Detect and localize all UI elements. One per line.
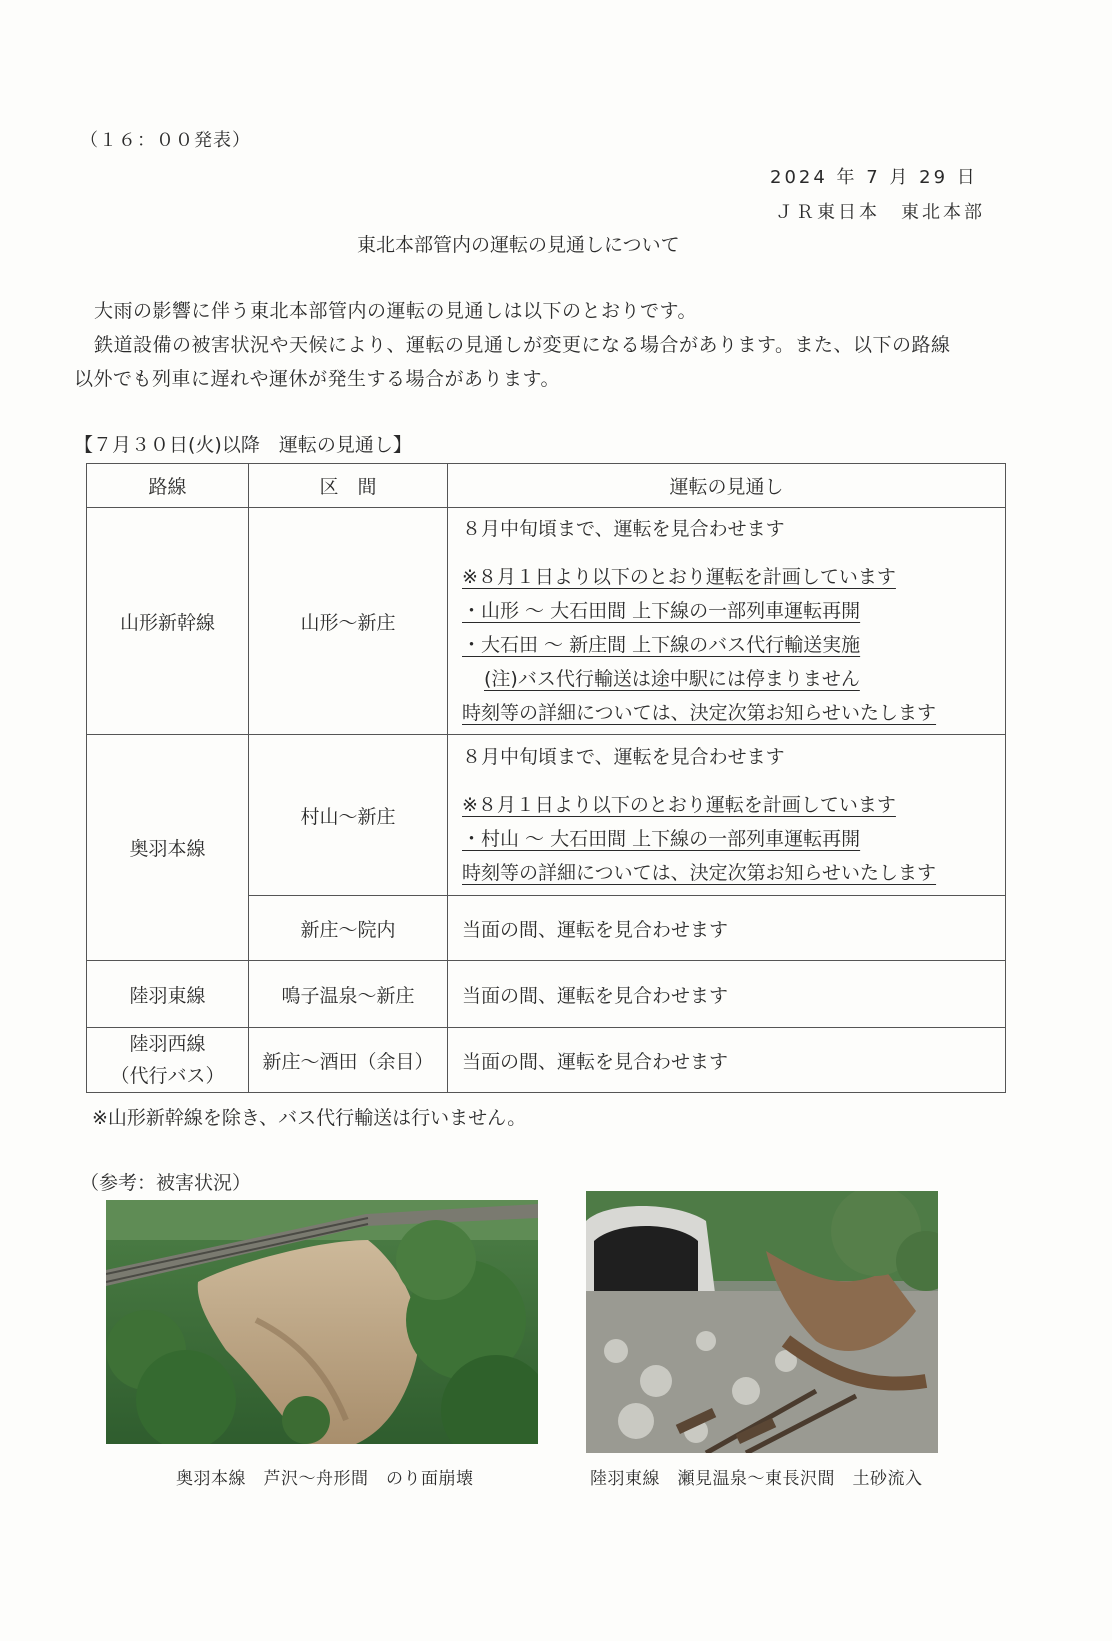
outlook-text: ８月中旬頃まで、運転を見合わせます (462, 746, 785, 768)
section-name: 新庄～院内 (249, 896, 448, 961)
table-header-row (87, 464, 1006, 508)
sediment-photo (586, 1191, 938, 1453)
table-row (87, 1028, 1006, 1093)
table-row (87, 735, 1006, 896)
outlook-text: ※８月１日より以下のとおり運転を計画しています (462, 794, 896, 816)
section-name: 新庄～酒田（余目） (249, 1028, 448, 1093)
outlook-text: ・大石田 ～ 新庄間 上下線のバス代行輸送実施 (462, 634, 861, 656)
landslide-photo (106, 1200, 538, 1444)
header-line: 路線 (87, 464, 249, 508)
document-title: 東北本部管内の運転の見通しについて (357, 234, 680, 256)
outlook-cell (448, 508, 1006, 735)
section-name: 村山～新庄 (249, 735, 448, 896)
section-heading: 【７月３０日(火)以降 運転の見通し】 (74, 434, 412, 456)
outlook-text: 時刻等の詳細については、決定次第お知らせいたします (462, 862, 937, 884)
outlook-text: 当面の間、運転を見合わせます (448, 1028, 1006, 1093)
line-name-text: 陸羽西線 (129, 1033, 206, 1055)
photo-caption-right: 陸羽東線 瀬見温泉～東長沢間 土砂流入 (590, 1469, 923, 1489)
table-row (87, 508, 1006, 735)
photo-caption-left: 奥羽本線 芦沢～舟形間 のり面崩壊 (176, 1469, 474, 1489)
section-name: 山形～新庄 (249, 508, 448, 735)
outlook-text: 当面の間、運転を見合わせます (448, 896, 1006, 961)
outlook-text: 当面の間、運転を見合わせます (448, 961, 1006, 1028)
footnote: ※山形新幹線を除き、バス代行輸送は行いません。 (92, 1107, 527, 1129)
outlook-text: ・山形 ～ 大石田間 上下線の一部列車運転再開 (462, 600, 861, 622)
line-name: 山形新幹線 (87, 508, 249, 735)
intro-line-2: 鉄道設備の被害状況や天候により、運転の見通しが変更になる場合があります。また、以下の路線 (94, 334, 951, 356)
line-name: 陸羽東線 (87, 961, 249, 1028)
issue-time: （１６：００発表） (80, 130, 251, 151)
operation-outlook-table (86, 463, 1006, 1093)
outlook-text: 時刻等の詳細については、決定次第お知らせいたします (462, 702, 937, 724)
outlook-text: ８月中旬頃まで、運転を見合わせます (462, 518, 785, 540)
outlook-text: ・村山 ～ 大石田間 上下線の一部列車運転再開 (462, 828, 861, 850)
outlook-text: (注)バス代行輸送は途中駅には停まりません (484, 668, 860, 690)
outlook-cell (448, 735, 1006, 896)
issue-date: 2024 年 7 月 29 日 (770, 167, 978, 188)
organization: ＪＲ東日本 東北本部 (775, 202, 985, 223)
table-row (87, 961, 1006, 1028)
header-section: 区 間 (249, 464, 448, 508)
line-name-subtext: （代行バス） (110, 1065, 225, 1087)
outlook-text: ※８月１日より以下のとおり運転を計画しています (462, 566, 896, 588)
line-name: 奥羽本線 (87, 735, 249, 961)
header-outlook: 運転の見通し (448, 464, 1006, 508)
intro-line-3: 以外でも列車に遅れや運休が発生する場合があります。 (74, 368, 560, 390)
intro-line-1: 大雨の影響に伴う東北本部管内の運転の見通しは以下のとおりです。 (94, 300, 697, 322)
section-name: 鳴子温泉～新庄 (249, 961, 448, 1028)
line-name (87, 1028, 249, 1093)
reference-heading: （参考：被害状況） (80, 1172, 252, 1194)
